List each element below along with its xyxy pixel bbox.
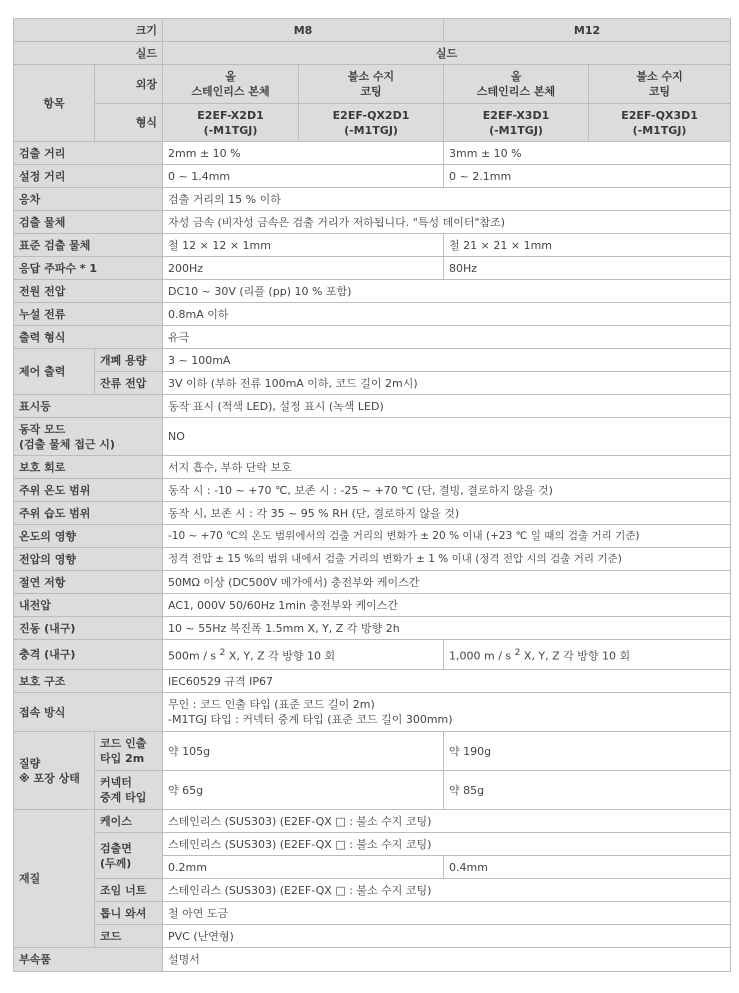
exterior-3: 올 스테인리스 본체 [444, 65, 589, 104]
material-face-label: 검출면 (두께) [95, 833, 163, 879]
protection-circuit-value: 서지 흡수, 부하 단락 보호 [163, 456, 731, 479]
table-row [14, 732, 731, 771]
detect-distance-m8: 2mm ± 10 % [163, 142, 444, 165]
shock-m12 [444, 640, 731, 670]
output-type-value: 유극 [163, 326, 731, 349]
switching-capacity-value: 3 ~ 100mA [163, 349, 731, 372]
table-row [14, 456, 731, 479]
exterior-label: 외장 [95, 65, 163, 104]
table-row [14, 280, 731, 303]
weight-cord-m12: 약 190g [444, 732, 731, 771]
model-3: E2EF-X3D1 (-M1TGJ) [444, 104, 589, 142]
m12-header: M12 [444, 19, 731, 42]
indicator-value: 동작 표시 (적색 LED), 설정 표시 (녹색 LED) [163, 395, 731, 418]
material-washer-label: 톱니 와셔 [95, 902, 163, 925]
spec-table [13, 18, 731, 972]
table-row [14, 833, 731, 856]
indicator-label: 표시등 [14, 395, 163, 418]
shield-label: 실드 [14, 42, 163, 65]
temp-effect-value: -10 ~ +70 ℃의 온도 범위에서의 검출 거리의 변화가 ± 20 % 이내 (+23 ℃ 일 때의 검출 거리 기준) [163, 525, 731, 548]
accessories-value: 설명서 [163, 948, 731, 972]
operation-mode-label: 동작 모드 (검출 물체 접근 시) [14, 418, 163, 456]
table-row [14, 142, 731, 165]
table-row [14, 257, 731, 280]
dielectric-label: 내전압 [14, 594, 163, 617]
table-row [14, 902, 731, 925]
material-nut-label: 조임 너트 [95, 879, 163, 902]
weight-cord-m8: 약 105g [163, 732, 444, 771]
table-row [14, 948, 731, 972]
exterior-2: 불소 수지 코팅 [299, 65, 444, 104]
material-cord-value: PVC (난연형) [163, 925, 731, 948]
table-row [14, 479, 731, 502]
weight-label: 질량 ※ 포장 상태 [14, 732, 95, 810]
shock-m12-exponent: 2 [514, 647, 521, 658]
detect-object-value: 자성 금속 (비자성 금속은 검출 거리가 저하됩니다. "특성 데이터"참조) [163, 211, 731, 234]
table-row [14, 879, 731, 902]
output-type-label: 출력 형식 [14, 326, 163, 349]
response-freq-label: 응답 주파수 * 1 [14, 257, 163, 280]
item-label: 항목 [14, 65, 95, 142]
table-row [14, 303, 731, 326]
supply-voltage-value: DC10 ~ 30V (리플 (pp) 10 % 포함) [163, 280, 731, 303]
table-row [14, 693, 731, 732]
table-row [14, 211, 731, 234]
protection-structure-value: IEC60529 규격 IP67 [163, 670, 731, 693]
type-label: 형식 [95, 104, 163, 142]
voltage-effect-value: 정격 전압 ± 15 %의 범위 내에서 검출 거리의 변화가 ± 1 % 이내 (정격 전압 시의 검출 거리 기준) [163, 548, 731, 571]
tolerance-value: 검출 거리의 15 % 이하 [163, 188, 731, 211]
tolerance-label: 응차 [14, 188, 163, 211]
material-face-m12: 0.4mm [444, 856, 731, 879]
table-row [14, 372, 731, 395]
shock-m8-exponent: 2 [219, 647, 226, 658]
size-label: 크기 [14, 19, 163, 42]
model-1: E2EF-X2D1 (-M1TGJ) [163, 104, 299, 142]
table-row [14, 326, 731, 349]
table-row [14, 640, 731, 670]
residual-voltage-value: 3V 이하 (부하 전류 100mA 이하, 코드 길이 2m시) [163, 372, 731, 395]
weight-connector-label: 커넥터 중계 타입 [95, 771, 163, 810]
std-object-m8: 철 12 × 12 × 1mm [163, 234, 444, 257]
material-nut-value: 스테인리스 (SUS303) (E2EF-QX □ : 불소 수지 코팅) [163, 879, 731, 902]
ambient-humidity-value: 동작 시, 보존 시 : 각 35 ~ 95 % RH (단, 결로하지 않을 것) [163, 502, 731, 525]
m8-header: M8 [163, 19, 444, 42]
response-freq-m8: 200Hz [163, 257, 444, 280]
supply-voltage-label: 전원 전압 [14, 280, 163, 303]
leak-current-value: 0.8mA 이하 [163, 303, 731, 326]
material-label: 재질 [14, 810, 95, 948]
response-freq-m12: 80Hz [444, 257, 731, 280]
switching-capacity-label: 개폐 용량 [95, 349, 163, 372]
voltage-effect-label: 전압의 영향 [14, 548, 163, 571]
exterior-1: 올 스테인리스 본체 [163, 65, 299, 104]
material-washer-value: 철 아연 도금 [163, 902, 731, 925]
vibration-label: 진동 (내구) [14, 617, 163, 640]
operation-mode-value: NO [163, 418, 731, 456]
table-row [14, 594, 731, 617]
shield-value: 실드 [163, 42, 731, 65]
material-face-value: 스테인리스 (SUS303) (E2EF-QX □ : 불소 수지 코팅) [163, 833, 731, 856]
leak-current-label: 누설 전류 [14, 303, 163, 326]
ambient-humidity-label: 주위 습도 범위 [14, 502, 163, 525]
shock-m8 [163, 640, 444, 670]
control-output-label: 제어 출력 [14, 349, 95, 395]
accessories-label: 부속품 [14, 948, 163, 972]
insulation-label: 절연 저항 [14, 571, 163, 594]
shock-m12-text: 1,000 m / s [449, 649, 515, 663]
material-face-m8: 0.2mm [163, 856, 444, 879]
table-row [14, 771, 731, 810]
set-distance-m8: 0 ~ 1.4mm [163, 165, 444, 188]
table-row [14, 234, 731, 257]
shock-m8-suffix: X, Y, Z 각 방향 10 회 [225, 649, 336, 663]
std-object-m12: 철 21 × 21 × 1mm [444, 234, 731, 257]
material-case-label: 케이스 [95, 810, 163, 833]
weight-cord-label: 코드 인출 타입 2m [95, 732, 163, 771]
table-row [14, 548, 731, 571]
material-case-value: 스테인리스 (SUS303) (E2EF-QX □ : 불소 수지 코팅) [163, 810, 731, 833]
ambient-temp-label: 주위 온도 범위 [14, 479, 163, 502]
table-row [14, 617, 731, 640]
table-row [14, 188, 731, 211]
detect-object-label: 검출 물체 [14, 211, 163, 234]
weight-connector-m8: 약 65g [163, 771, 444, 810]
table-row [14, 670, 731, 693]
table-row [14, 418, 731, 456]
table-row [14, 395, 731, 418]
material-cord-label: 코드 [95, 925, 163, 948]
protection-structure-label: 보호 구조 [14, 670, 163, 693]
shock-m12-suffix: X, Y, Z 각 방향 10 회 [520, 649, 631, 663]
detect-distance-m12: 3mm ± 10 % [444, 142, 731, 165]
protection-circuit-label: 보호 회로 [14, 456, 163, 479]
insulation-value: 50MΩ 이상 (DC500V 메가에서) 충전부와 케이스간 [163, 571, 731, 594]
exterior-4: 불소 수지 코팅 [589, 65, 731, 104]
shock-label: 충격 (내구) [14, 640, 163, 670]
table-row [14, 349, 731, 372]
weight-connector-m12: 약 85g [444, 771, 731, 810]
connection-label: 접속 방식 [14, 693, 163, 732]
table-row [14, 925, 731, 948]
table-row [14, 165, 731, 188]
model-2: E2EF-QX2D1 (-M1TGJ) [299, 104, 444, 142]
temp-effect-label: 온도의 영향 [14, 525, 163, 548]
set-distance-label: 설정 거리 [14, 165, 163, 188]
table-row [14, 502, 731, 525]
shock-m8-text: 500m / s [168, 649, 220, 663]
residual-voltage-label: 잔류 전압 [95, 372, 163, 395]
table-row [14, 525, 731, 548]
vibration-value: 10 ~ 55Hz 복진폭 1.5mm X, Y, Z 각 방향 2h [163, 617, 731, 640]
detect-distance-label: 검출 거리 [14, 142, 163, 165]
connection-value: 무인 : 코드 인출 타입 (표준 코드 길이 2m) -M1TGJ 타입 : 커넥터 중계 타입 (표준 코드 길이 300mm) [163, 693, 731, 732]
std-object-label: 표준 검출 물체 [14, 234, 163, 257]
dielectric-value: AC1, 000V 50/60Hz 1min 충전부와 케이스간 [163, 594, 731, 617]
ambient-temp-value: 동작 시 : -10 ~ +70 ℃, 보존 시 : -25 ~ +70 ℃ (단, 결빙, 결로하지 않을 것) [163, 479, 731, 502]
model-4: E2EF-QX3D1 (-M1TGJ) [589, 104, 731, 142]
set-distance-m12: 0 ~ 2.1mm [444, 165, 731, 188]
table-row [14, 571, 731, 594]
table-row [14, 810, 731, 833]
